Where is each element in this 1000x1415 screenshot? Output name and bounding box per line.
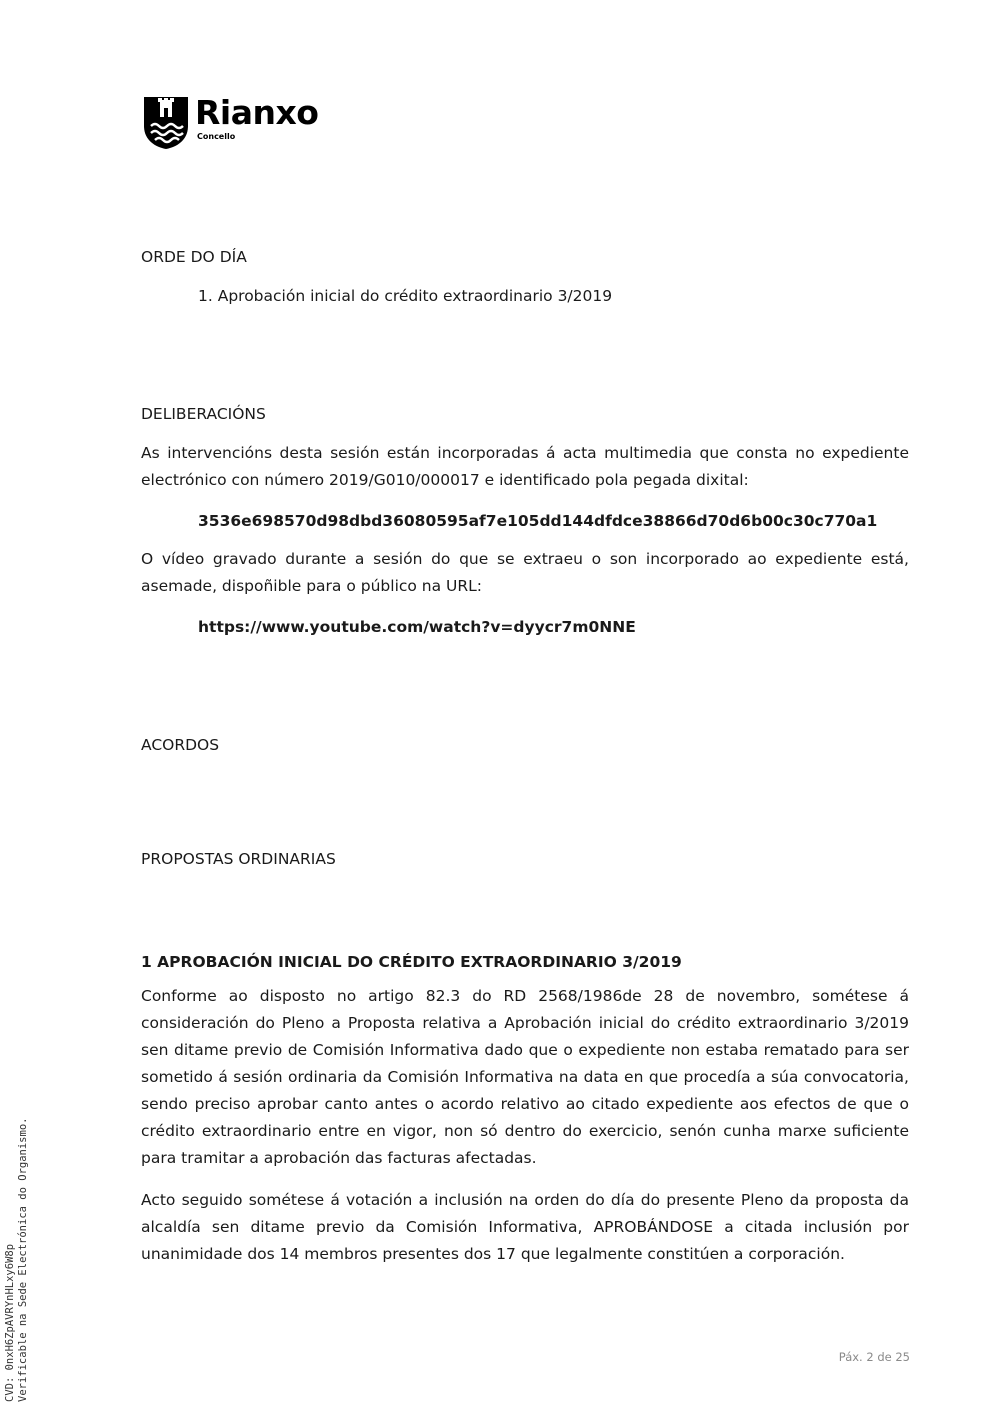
orde-title: ORDE DO DÍA xyxy=(141,248,247,266)
item1-paragraph-1: Conforme ao disposto no artigo 82.3 do RD 2568/1986de 28 de novembro, sométese á consideración do Pleno a Proposta relativa a Aprobación inicial do crédito extraordinario 3/2019 sen ditame previo de Comisión Informativa dado que o expediente non estaba rematado para ser sometido á sesión ordinaria da Comisión Informativa na data en que procedía a súa convocatoria, sendo preciso aprobar canto antes o acordo relativo ao citado expediente aos efectos de que o crédito extraordinario entre en vigor, non só dentro do exercicio, senón cunha marxe suficiente para tramitar a aprobación das facturas afectadas. xyxy=(141,987,909,1167)
acordos-title: ACORDOS xyxy=(141,736,220,754)
item1-heading: 1 APROBACIÓN INICIAL DO CRÉDITO EXTRAORDINARIO 3/2019 xyxy=(141,953,682,971)
item1-paragraph-2: Acto seguido sométese á votación a inclusión na orden do día do presente Pleno da proposta da alcaldía sen ditame previo da Comisión Informativa, APROBÁNDOSE a citada inclusión por unanimidade dos 14 membros presentes dos 17 que legalmente constitúen a corporación. xyxy=(141,1191,909,1263)
verification-text: Verificable na Sede Electrónica do Organismo. xyxy=(17,1117,29,1402)
page-number: Páx. 2 de 25 xyxy=(838,1350,910,1364)
deliberacions-text: As intervencións desta sesión están incorporadas á acta multimedia que consta no expediente electrónico con número 2019/G010/000017 e identificado pola pegada dixital: xyxy=(141,444,909,489)
fingerprint-hash: 3536e698570d98dbd36080595af7e105dd144dfdce38866d70d6b00c30c770a1 xyxy=(198,512,878,530)
verification-stamp xyxy=(4,1118,30,1402)
logo-subtitle: Concello xyxy=(197,132,236,141)
deliberacions-title: DELIBERACIÓNS xyxy=(141,405,266,423)
logo-name: Rianxo xyxy=(195,93,319,132)
cvd-code: CVD: 0nxH6ZpAVRYnHLxy6W8p xyxy=(4,1243,16,1402)
propostas-title: PROPOSTAS ORDINARIAS xyxy=(141,850,336,868)
castle-shield-icon xyxy=(143,96,189,150)
concello-logo xyxy=(143,93,343,152)
orde-item: 1. Aprobación inicial do crédito extraordinario 3/2019 xyxy=(198,287,613,305)
video-url-link[interactable]: https://www.youtube.com/watch?v=dyycr7m0NNE xyxy=(198,618,636,636)
video-text: O vídeo gravado durante a sesión do que se extraeu o son incorporado ao expediente está, asemade, dispoñible para o público na URL: xyxy=(141,550,909,595)
